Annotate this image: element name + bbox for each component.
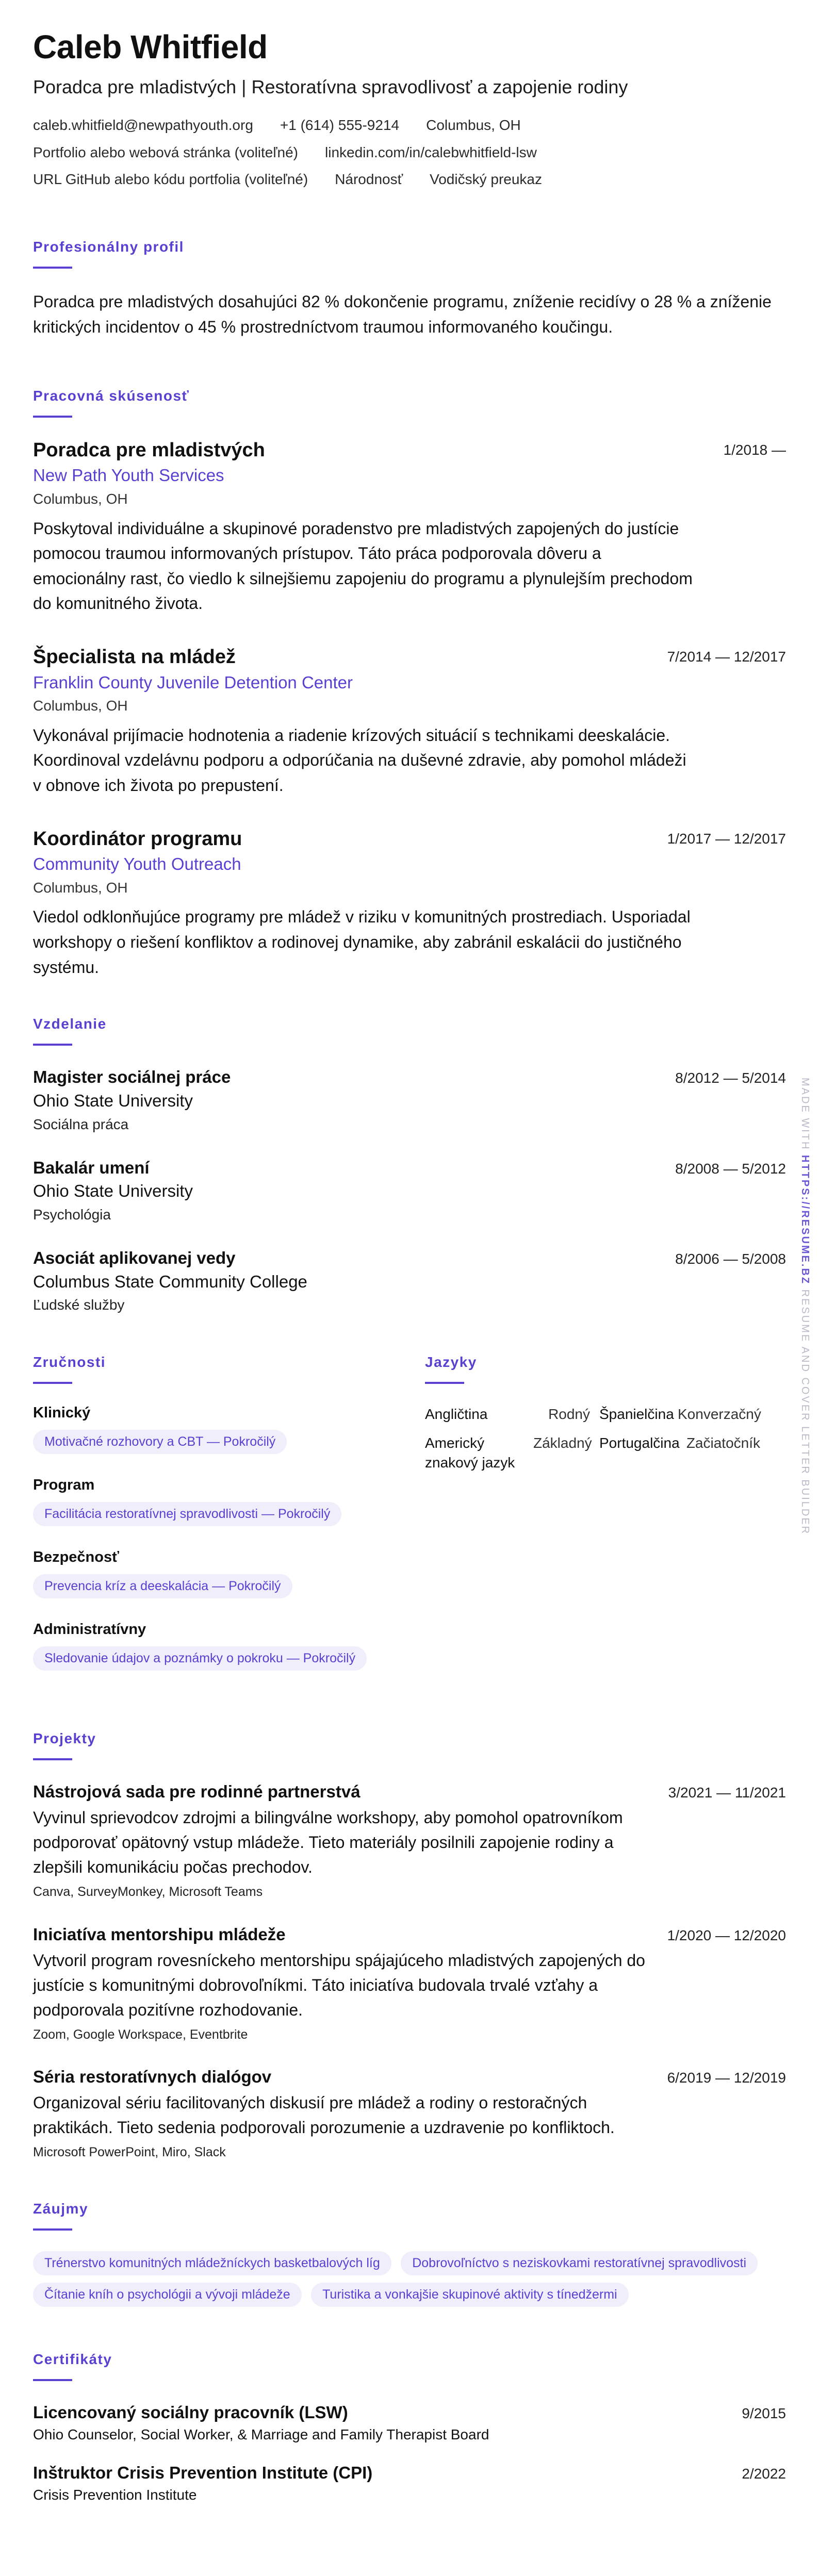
skills-languages-row bbox=[33, 1354, 786, 1693]
profile-text: Poradca pre mladistvých dosahujúci 82 % dokončenie programu, zníženie recidívy o 28 % a zníženie kritických incidentov o 45 % prostredníctvom traumou informovaného koučingu. bbox=[33, 292, 772, 337]
language-level: Začiatočník bbox=[686, 1434, 760, 1451]
education-entry bbox=[33, 1157, 786, 1225]
job-date: 1/2017 — 12/2017 bbox=[667, 830, 786, 847]
languages-grid bbox=[425, 1405, 786, 1472]
project-tools: Microsoft PowerPoint, Miro, Slack bbox=[33, 2145, 226, 2160]
contact-row-1 bbox=[33, 116, 786, 135]
github-link[interactable]: URL GitHub alebo kódu portfolia (voliteľné) bbox=[33, 171, 308, 188]
education-date: 8/2006 — 5/2008 bbox=[675, 1250, 786, 1267]
language-level: Konverzačný bbox=[678, 1406, 761, 1423]
education-entry bbox=[33, 1066, 786, 1134]
interests-section bbox=[33, 2201, 786, 2314]
email-link[interactable]: caleb.whitfield@newpathyouth.org bbox=[33, 117, 253, 134]
skill-pill: Sledovanie údajov a poznámky o pokroku — Pokročilý bbox=[33, 1646, 367, 1671]
education-entry bbox=[33, 1247, 786, 1315]
section-title: Profesionálny profil bbox=[33, 238, 184, 255]
section-title: Záujmy bbox=[33, 2200, 89, 2217]
certificate-date: 9/2015 bbox=[742, 2405, 786, 2421]
section-title: Projekty bbox=[33, 1730, 96, 1747]
section-divider bbox=[33, 1044, 72, 1046]
school: Columbus State Community College bbox=[33, 1272, 307, 1291]
job-description: Viedol odklonňujúce programy pre mládež v riziku v komunitných prostrediach. Usporiadal workshopy o riešení konfliktov a rodinovej dynamike, aby zabránil eskalácii do justičného systému. bbox=[33, 907, 691, 977]
project-description: Organizoval sériu facilitovaných diskusií pre mládež a rodiny o restoračných praktikách. Tieto sedenia podporovali porozumenie a uzdravenie po konfliktoch. bbox=[33, 2093, 615, 2137]
headline: Poradca pre mladistvých | Restoratívna spravodlivosť a zapojenie rodiny bbox=[33, 76, 628, 98]
interest-pill: Čítanie kníh o psychológii a vývoji mládeže bbox=[33, 2283, 302, 2307]
project-tools: Canva, SurveyMonkey, Microsoft Teams bbox=[33, 1884, 263, 1899]
contact-row-3 bbox=[33, 170, 786, 189]
interests-pills bbox=[33, 2251, 786, 2314]
projects-section bbox=[33, 1730, 786, 2161]
job-location: Columbus, OH bbox=[33, 698, 128, 714]
project-description: Vyvinul sprievodcov zdrojmi a bilingválne workshopy, aby pomohol opatrovníkom podporovať opätovný vstup mládeže. Tieto materiály posilnili zapojenie rodiny a zlepšili komunikáciu počas prechodov. bbox=[33, 1808, 623, 1876]
job-date: 7/2014 — 12/2017 bbox=[667, 649, 786, 665]
skill-category: Klinický bbox=[33, 1405, 91, 1422]
employer: Community Youth Outreach bbox=[33, 854, 241, 874]
skill-category: Administratívny bbox=[33, 1621, 146, 1638]
section-divider bbox=[33, 1382, 72, 1384]
certificate-issuer: Ohio Counselor, Social Worker, & Marriage and Family Therapist Board bbox=[33, 2426, 489, 2442]
portfolio-link[interactable]: Portfolio alebo webová stránka (voliteľné) bbox=[33, 144, 298, 160]
skill-group bbox=[33, 1549, 425, 1606]
experience-entry bbox=[33, 827, 786, 980]
field-of-study: Sociálna práca bbox=[33, 1116, 129, 1132]
section-divider bbox=[425, 1382, 464, 1384]
skill-group bbox=[33, 1405, 425, 1461]
job-location: Columbus, OH bbox=[33, 491, 128, 507]
candidate-name: Caleb Whitfield bbox=[33, 28, 268, 65]
project-name: Iniciatíva mentorshipu mládeže bbox=[33, 1924, 286, 1944]
section-divider bbox=[33, 2228, 72, 2231]
linkedin-link[interactable]: linkedin.com/in/calebwhitfield-lsw bbox=[325, 144, 537, 160]
watermark-suffix: RESUME AND COVER LETTER BUILDER bbox=[799, 1289, 811, 1535]
experience-entry bbox=[33, 645, 786, 798]
project-description: Vytvoril program rovesníckeho mentorshipu spájajúceho mladistvých zapojených do justície s komunitnými dobrovoľníkmi. Táto iniciatíva budovala trvalé vzťahy a podporovala pozitívne rozhodovanie. bbox=[33, 1951, 645, 2019]
job-description: Poskytoval individuálne a skupinové poradenstvo pre mladistvých zapojených do justície pomocou traumou informovaných prístupov. Táto práca podporovala dôveru a emocionálny rast, čo viedlo k silnejšiemu zapojeniu do programu a plynulejším prechodom do komunitného života. bbox=[33, 519, 693, 613]
language-name: Španielčina bbox=[599, 1406, 674, 1423]
section-divider bbox=[33, 267, 72, 269]
certificate-name: Licencovaný sociálny pracovník (LSW) bbox=[33, 2402, 348, 2422]
skills-section bbox=[33, 1354, 425, 1693]
job-title: Špecialista na mládež bbox=[33, 646, 236, 668]
job-title: Koordinátor programu bbox=[33, 828, 242, 850]
job-description: Vykonával prijímacie hodnotenia a riadenie krízových situácií s technikami deeskalácie. Koordinoval vzdelávnu podporu a odporúčania na duševné zdravie, aby pomohol mládeži v obnove ich života po prepustení. bbox=[33, 725, 686, 795]
education-date: 8/2012 — 5/2014 bbox=[675, 1070, 786, 1086]
section-divider bbox=[33, 416, 72, 418]
certificate-entry bbox=[33, 2402, 786, 2445]
certificate-entry bbox=[33, 2462, 786, 2505]
profile-section bbox=[33, 239, 786, 340]
degree: Bakalár umení bbox=[33, 1158, 150, 1177]
skill-pill: Prevencia kríz a deeskalácia — Pokročilý bbox=[33, 1574, 292, 1598]
nationality: Národnosť bbox=[335, 171, 403, 188]
project-name: Séria restoratívnych dialógov bbox=[33, 2067, 272, 2087]
skill-group bbox=[33, 1621, 425, 1678]
experience-entry bbox=[33, 438, 786, 616]
section-title: Pracovná skúsenosť bbox=[33, 387, 190, 404]
language-name: Portugalčina bbox=[599, 1434, 680, 1451]
resume-page bbox=[33, 29, 786, 2522]
language-name: Angličtina bbox=[425, 1406, 488, 1423]
section-title: Certifikáty bbox=[33, 2351, 112, 2367]
interest-pill: Dobrovoľníctvo s neziskovkami restoratívnej spravodlivosti bbox=[401, 2251, 758, 2275]
job-title: Poradca pre mladistvých bbox=[33, 439, 265, 461]
school: Ohio State University bbox=[33, 1181, 193, 1201]
degree: Asociát aplikovanej vedy bbox=[33, 1248, 236, 1267]
certificate-date: 2/2022 bbox=[742, 2465, 786, 2482]
employer: Franklin County Juvenile Detention Center bbox=[33, 672, 353, 692]
project-date: 1/2020 — 12/2020 bbox=[667, 1927, 786, 1943]
project-entry bbox=[33, 1924, 786, 2044]
section-divider bbox=[33, 1758, 72, 1760]
employer: New Path Youth Services bbox=[33, 466, 224, 485]
project-entry bbox=[33, 1781, 786, 1901]
skill-group bbox=[33, 1477, 425, 1533]
certificate-name: Inštruktor Crisis Prevention Institute (CPI) bbox=[33, 2463, 373, 2482]
interest-pill: Turistika a vonkajšie skupinové aktivity s tínedžermi bbox=[311, 2283, 629, 2307]
certificate-issuer: Crisis Prevention Institute bbox=[33, 2486, 197, 2503]
watermark-prefix: MADE WITH bbox=[799, 1078, 811, 1151]
builder-watermark bbox=[799, 1078, 811, 1535]
section-title: Vzdelanie bbox=[33, 1016, 107, 1032]
contact-row-2 bbox=[33, 143, 786, 162]
project-name: Nástrojová sada pre rodinné partnerstvá bbox=[33, 1782, 361, 1802]
skill-pill: Motivačné rozhovory a CBT — Pokročilý bbox=[33, 1430, 287, 1454]
languages-section bbox=[425, 1354, 786, 1693]
skill-pill: Facilitácia restoratívnej spravodlivosti — Pokročilý bbox=[33, 1502, 341, 1526]
degree: Magister sociálnej práce bbox=[33, 1067, 231, 1087]
language-name: Americký znakový jazyk bbox=[425, 1434, 515, 1471]
language-level: Základný bbox=[533, 1434, 592, 1451]
school: Ohio State University bbox=[33, 1091, 193, 1111]
experience-section bbox=[33, 388, 786, 980]
education-date: 8/2008 — 5/2012 bbox=[675, 1160, 786, 1177]
project-tools: Zoom, Google Workspace, Eventbrite bbox=[33, 2027, 248, 2042]
section-title: Jazyky bbox=[425, 1354, 477, 1370]
certificates-section bbox=[33, 2351, 786, 2504]
field-of-study: Ľudské služby bbox=[33, 1297, 125, 1313]
job-date: 1/2018 — bbox=[723, 441, 786, 458]
project-date: 3/2021 — 11/2021 bbox=[668, 1785, 786, 1801]
field-of-study: Psychológia bbox=[33, 1207, 111, 1223]
section-divider bbox=[33, 2379, 72, 2381]
project-entry bbox=[33, 2066, 786, 2161]
skill-category: Bezpečnosť bbox=[33, 1549, 119, 1566]
section-title: Zručnosti bbox=[33, 1354, 106, 1370]
job-location: Columbus, OH bbox=[33, 880, 128, 896]
location: Columbus, OH bbox=[426, 117, 521, 134]
watermark-link[interactable]: HTTPS://RESUME.BZ bbox=[799, 1155, 811, 1285]
skill-category: Program bbox=[33, 1477, 95, 1494]
language-level: Rodný bbox=[548, 1406, 590, 1423]
phone-number[interactable]: +1 (614) 555-9214 bbox=[280, 117, 400, 134]
drivers-license: Vodičský preukaz bbox=[430, 171, 542, 188]
education-section bbox=[33, 1016, 786, 1315]
interest-pill: Trénerstvo komunitných mládežníckych basketbalových líg bbox=[33, 2251, 391, 2275]
project-date: 6/2019 — 12/2019 bbox=[667, 2070, 786, 2086]
